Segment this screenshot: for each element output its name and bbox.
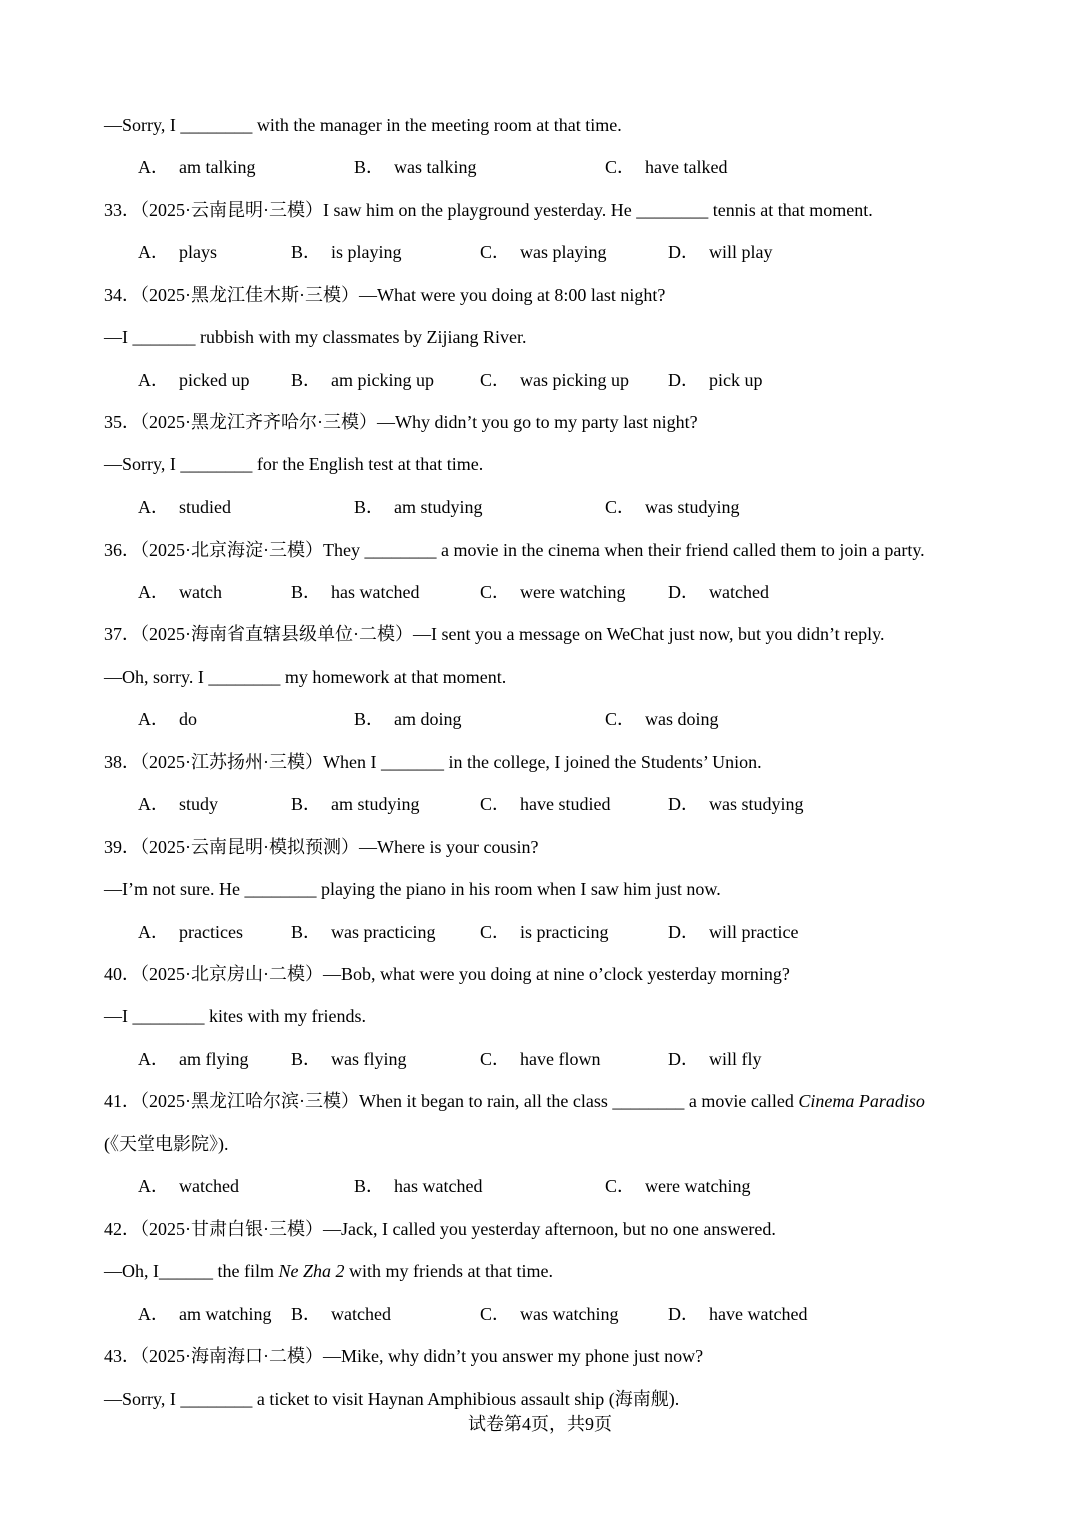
option-c[interactable]: C． were watching (605, 1176, 751, 1196)
answer-blank: ________ (180, 115, 253, 135)
option-b[interactable]: B． am studying (291, 794, 420, 814)
option-d[interactable]: D． will fly (668, 1049, 762, 1069)
answer-blank: ________ (364, 540, 437, 560)
movie-title: Cinema Paradiso (798, 1091, 925, 1111)
answer-blank: ________ (244, 879, 317, 899)
question-line: —Sorry, I ________ a ticket to visit Haynan Amphibious assault ship (海南舰). (104, 1389, 680, 1409)
question-line: 38．（2025·江苏扬州·三模）When I _______ in the college, I joined the Students’ Union. (104, 752, 762, 772)
question-line: 39．（2025·云南昆明·模拟预测）—Where is your cousin? (104, 837, 539, 857)
option-c[interactable]: C． were watching (480, 582, 626, 602)
option-c[interactable]: C． was playing (480, 242, 607, 262)
option-c[interactable]: C． was watching (480, 1304, 619, 1324)
option-c[interactable]: C． was studying (605, 497, 740, 517)
option-c[interactable]: C． is practicing (480, 922, 609, 942)
option-a[interactable]: A． practices (138, 922, 243, 942)
option-a[interactable]: A． studied (138, 497, 231, 517)
question-line: 34．（2025·黑龙江佳木斯·三模）—What were you doing at 8:00 last night? (104, 285, 666, 305)
answer-blank: ________ (132, 1006, 205, 1026)
answer-blank: _______ (132, 327, 196, 347)
option-d[interactable]: D． was studying (668, 794, 804, 814)
option-b[interactable]: B． watched (291, 1304, 391, 1324)
option-b[interactable]: B． has watched (291, 582, 420, 602)
option-a[interactable]: A． plays (138, 242, 217, 262)
option-b[interactable]: B． is playing (291, 242, 402, 262)
option-a[interactable]: A． study (138, 794, 219, 814)
answer-blank: ________ (636, 200, 709, 220)
option-a[interactable]: A． do (138, 709, 197, 729)
answer-blank: ______ (159, 1261, 213, 1281)
question-line: 33．（2025·云南昆明·三模）I saw him on the playground yesterday. He ________ tennis at that moment. (104, 200, 873, 220)
option-a[interactable]: A． watch (138, 582, 222, 602)
option-d[interactable]: D． watched (668, 582, 769, 602)
option-b[interactable]: B． was practicing (291, 922, 436, 942)
option-c[interactable]: C． have flown (480, 1049, 601, 1069)
question-line: 41．（2025·黑龙江哈尔滨·三模）When it began to rain, all the class ________ a movie called Cinema Paradiso (104, 1091, 925, 1111)
option-d[interactable]: D． pick up (668, 370, 763, 390)
answer-blank: _______ (380, 752, 444, 772)
question-line: 42．（2025·甘肃白银·三模）—Jack, I called you yesterday afternoon, but no one answered. (104, 1219, 776, 1239)
question-line: —I ________ kites with my friends. (104, 1006, 366, 1026)
question-line: —Oh, sorry. I ________ my homework at that moment. (104, 667, 507, 687)
option-a[interactable]: A． picked up (138, 370, 250, 390)
option-d[interactable]: D． have watched (668, 1304, 808, 1324)
answer-blank: ________ (208, 667, 281, 687)
question-line: —I _______ rubbish with my classmates by Zijiang River. (104, 327, 527, 347)
answer-blank: ________ (180, 1389, 253, 1409)
option-a[interactable]: A． am flying (138, 1049, 249, 1069)
option-a[interactable]: A． am talking (138, 157, 256, 177)
option-b[interactable]: B． am picking up (291, 370, 434, 390)
question-line: 35．（2025·黑龙江齐齐哈尔·三模）—Why didn’t you go to my party last night? (104, 412, 698, 432)
question-line: (《天堂电影院》). (104, 1134, 229, 1154)
question-line: 43．（2025·海南海口·二模）—Mike, why didn’t you answer my phone just now? (104, 1346, 704, 1366)
answer-blank: ________ (612, 1091, 685, 1111)
option-b[interactable]: B． am studying (354, 497, 483, 517)
option-d[interactable]: D． will practice (668, 922, 799, 942)
option-b[interactable]: B． was flying (291, 1049, 407, 1069)
option-b[interactable]: B． has watched (354, 1176, 483, 1196)
option-b[interactable]: B． am doing (354, 709, 462, 729)
question-line: —Sorry, I ________ for the English test at that time. (104, 454, 484, 474)
question-line: 36．（2025·北京海淀·三模）They ________ a movie in the cinema when their friend called them to join a party. (104, 540, 925, 560)
question-line: —Sorry, I ________ with the manager in the meeting room at that time. (104, 115, 622, 135)
page-footer: 试卷第4页，共9页 (468, 1414, 612, 1434)
question-line: 37．（2025·海南省直辖县级单位·二模）—I sent you a message on WeChat just now, but you didn’t reply. (104, 624, 885, 644)
option-c[interactable]: C． have talked (605, 157, 728, 177)
question-line: —Oh, I______ the film Ne Zha 2 with my friends at that time. (104, 1261, 553, 1281)
option-a[interactable]: A． watched (138, 1176, 239, 1196)
option-c[interactable]: C． was doing (605, 709, 719, 729)
question-line: 40．（2025·北京房山·二模）—Bob, what were you doing at nine o’clock yesterday morning? (104, 964, 790, 984)
option-c[interactable]: C． was picking up (480, 370, 629, 390)
question-line: —I’m not sure. He ________ playing the piano in his room when I saw him just now. (104, 879, 721, 899)
option-b[interactable]: B． was talking (354, 157, 477, 177)
option-d[interactable]: D． will play (668, 242, 773, 262)
answer-blank: ________ (180, 454, 253, 474)
film-title: Ne Zha 2 (278, 1261, 345, 1281)
option-c[interactable]: C． have studied (480, 794, 611, 814)
option-a[interactable]: A． am watching (138, 1304, 272, 1324)
